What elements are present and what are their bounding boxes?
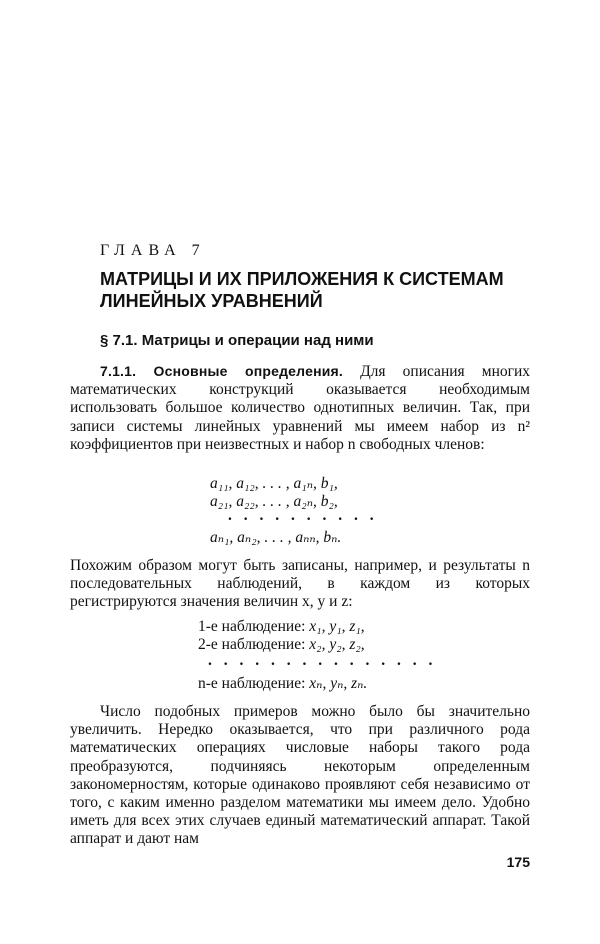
matrix-row: a₁₁, a₁₂, . . . , a₁ₙ, b₁, <box>210 475 338 492</box>
observation-line <box>198 618 365 636</box>
matrix-ellipsis-row: . . . . . . . . . . <box>228 507 378 524</box>
book-page <box>70 0 530 944</box>
chapter-title-line-2: ЛИНЕЙНЫХ УРАВНЕНИЙ <box>100 291 323 311</box>
observation-label: 1-е наблюдение: <box>198 618 306 635</box>
observation-ellipsis: . . . . . . . . . . . . . . . <box>208 652 437 669</box>
paragraph-text: Число подобных примеров можно было бы значительно увеличить. Нередко оказывается, что при различного рода математических операциях числовые наборы такого рода преобразуются, подчиняясь некоторым определенным закономерностям, которые одинаково проявляют себя независимо от того, с каким именно разделом математики мы имеем дело. Удобно иметь для всех этих случаев единый математический аппарат. Такой аппарат и дают нам <box>70 703 530 848</box>
paragraph-motivation <box>70 703 530 849</box>
matrix-row: aₙ₁, aₙ₂, . . . , aₙₙ, bₙ. <box>210 529 342 546</box>
observation-label: n-е наблюдение: <box>198 675 306 692</box>
observation-label: 2-е наблюдение: <box>198 636 306 653</box>
paragraph-text: Для описания многих математических конструкций оказывается необходимым использовать большое количество однотипных величин. Так, при записи системы линейных уравнений мы имеем набор из n² коэффициентов при неизвестных и набор n свободных членов: <box>70 363 531 453</box>
paragraph-observations-intro <box>70 557 530 612</box>
observation-values: xₙ, yₙ, zₙ. <box>309 675 368 692</box>
observation-values: x₁, y₁, z₁, <box>309 618 365 635</box>
observation-values: x₂, y₂, z₂, <box>309 636 365 653</box>
subsection-heading: 7.1.1. Основные определения. <box>100 363 343 379</box>
paragraph-basic-definitions <box>70 362 530 454</box>
matrix-row: a₂₁, a₂₂, . . . , a₂ₙ, b₂, <box>210 493 338 510</box>
observation-line <box>198 674 367 693</box>
chapter-title-line-1: МАТРИЦЫ И ИХ ПРИЛОЖЕНИЯ К СИСТЕМАМ <box>100 269 504 289</box>
paragraph-text: Похожим образом могут быть записаны, например, и результаты n последовательных наблюдений, в каждом из которых регистрируются значения величин x, y и z: <box>70 557 530 611</box>
chapter-title <box>100 268 540 312</box>
section-title: § 7.1. Матрицы и операции над ними <box>100 332 374 349</box>
page-number: 175 <box>506 854 530 870</box>
chapter-label: ГЛАВА 7 <box>100 242 206 259</box>
